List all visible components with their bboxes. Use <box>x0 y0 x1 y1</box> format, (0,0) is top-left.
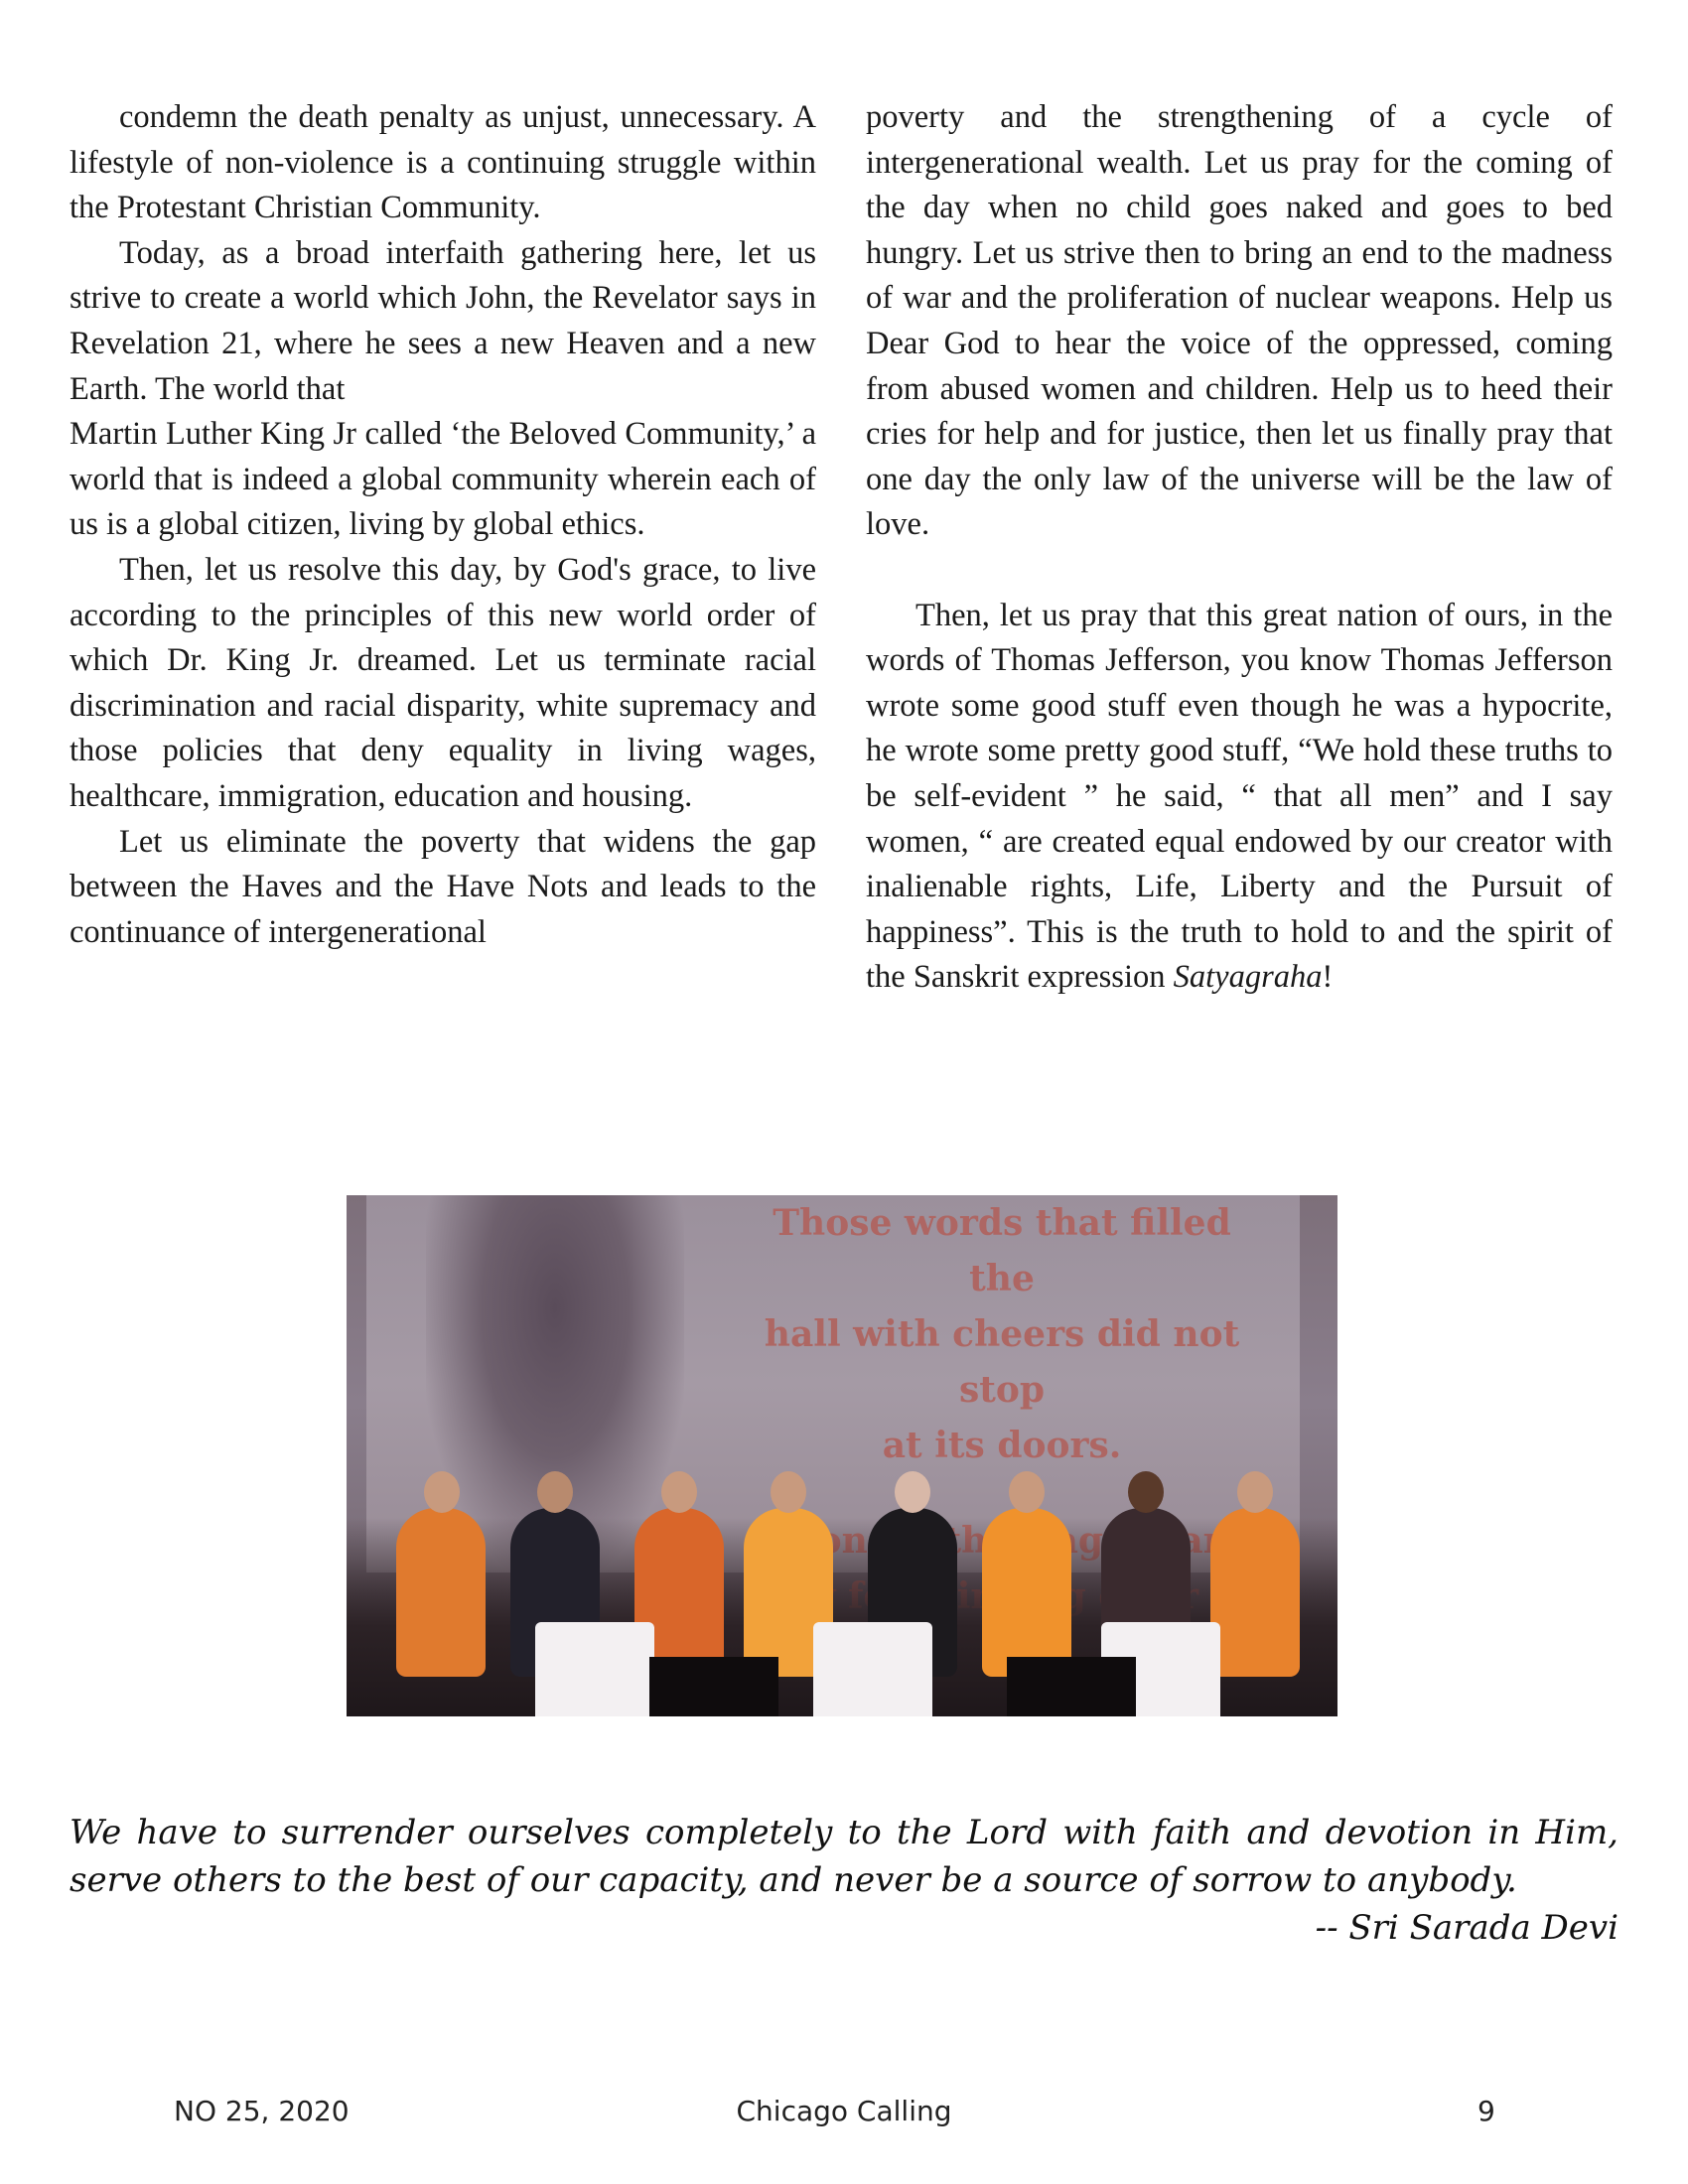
stage-speaker <box>1007 1657 1136 1716</box>
right-paragraph-1: poverty and the strengthening of a cycle of intergenerational wealth. Let us pray for the coming of the day when no child goes naked and goes to bed hungry. Let us strive then to bring an end to the madness of war and the proliferation of nuclear weapons. Help us Dear God to hear the voice of the oppressed, coming from abused women and children. Help us to heed their cries for help and for justice, then let us finally pray that one day the only law of the universe will be the law of love. <box>866 99 1613 543</box>
satyagraha-term: Satyagraha <box>1173 959 1323 996</box>
screen-text-line: at its doors. <box>882 1425 1122 1466</box>
right-paragraph-2-end: ! <box>1322 959 1334 996</box>
closing-quote: We have to surrender ourselves completely to the Lord with faith and devotion in Him, serve others to the best of our capacity, and never be a source of sorrow to anybody. <box>70 1813 1618 1900</box>
panelist-head <box>661 1471 697 1513</box>
left-column <box>70 95 816 955</box>
stage-table <box>813 1622 932 1716</box>
panelist <box>396 1508 486 1677</box>
stage-table <box>535 1622 654 1716</box>
quote-attribution: -- Sri Sarada Devi <box>1315 1908 1618 1948</box>
left-paragraph-5: Let us eliminate the poverty that widens the gap between the Haves and the Have Nots and leads to the continuance of intergenerational <box>70 823 816 950</box>
right-paragraph-2-text: Then, let us pray that this great nation of ours, in the words of Thomas Jefferson, you know Thomas Jefferson wrote some good stuff even though he was a hypocrite, he wrote some pretty good stuff, “We hold these truths to be self-evident ” he said, “ that all men” and I say women, “ are created equal endowed by our creator with inalienable rights, Life, Liberty and the Pursuit of happiness”. This is the truth to hold to and the spirit of the Sanskrit expression <box>866 597 1613 996</box>
panelist-head <box>424 1471 460 1513</box>
right-paragraph-2 <box>866 594 1613 1001</box>
panelist-head <box>895 1471 930 1513</box>
panelist <box>1210 1508 1300 1677</box>
panelist-head <box>1128 1471 1164 1513</box>
footer-publication: Chicago Calling <box>736 2095 952 2127</box>
left-paragraph-2: Today, as a broad interfaith gathering here, let us strive to create a world which John, the Revelator says in Revelation 21, where he sees a new Heaven and a new Earth. The world that <box>70 234 816 407</box>
panelist-head <box>1237 1471 1273 1513</box>
panelist-head <box>1009 1471 1045 1513</box>
left-paragraph-4: Then, let us resolve this day, by God's grace, to live according to the principles of this new world order of which Dr. King Jr. dreamed. Let us terminate racial discrimination and racial disparity, white supremacy and those policies that deny equality in living wages, healthcare, immigration, education and housing. <box>70 551 816 814</box>
screen-text-line: Those words that filled the <box>773 1202 1231 1299</box>
left-paragraph-3: Martin Luther King Jr called ‘the Beloved Community,’ a world that is indeed a global community wherein each of us is a global citizen, living by global ethics. <box>70 416 816 543</box>
event-photo <box>347 1195 1337 1716</box>
panelist-head <box>771 1471 806 1513</box>
screen-text-line: hall with cheers did not stop <box>764 1313 1240 1411</box>
panelist <box>982 1508 1071 1677</box>
footer-page-number: 9 <box>1477 2095 1495 2127</box>
stage-speaker <box>649 1657 778 1716</box>
right-column <box>866 95 1613 1001</box>
panelist-head <box>537 1471 573 1513</box>
footer-date: NO 25, 2020 <box>174 2095 350 2127</box>
left-paragraph-1: condemn the death penalty as unjust, unnecessary. A lifestyle of non-violence is a continuing struggle within the Protestant Christian Community. <box>70 99 816 226</box>
